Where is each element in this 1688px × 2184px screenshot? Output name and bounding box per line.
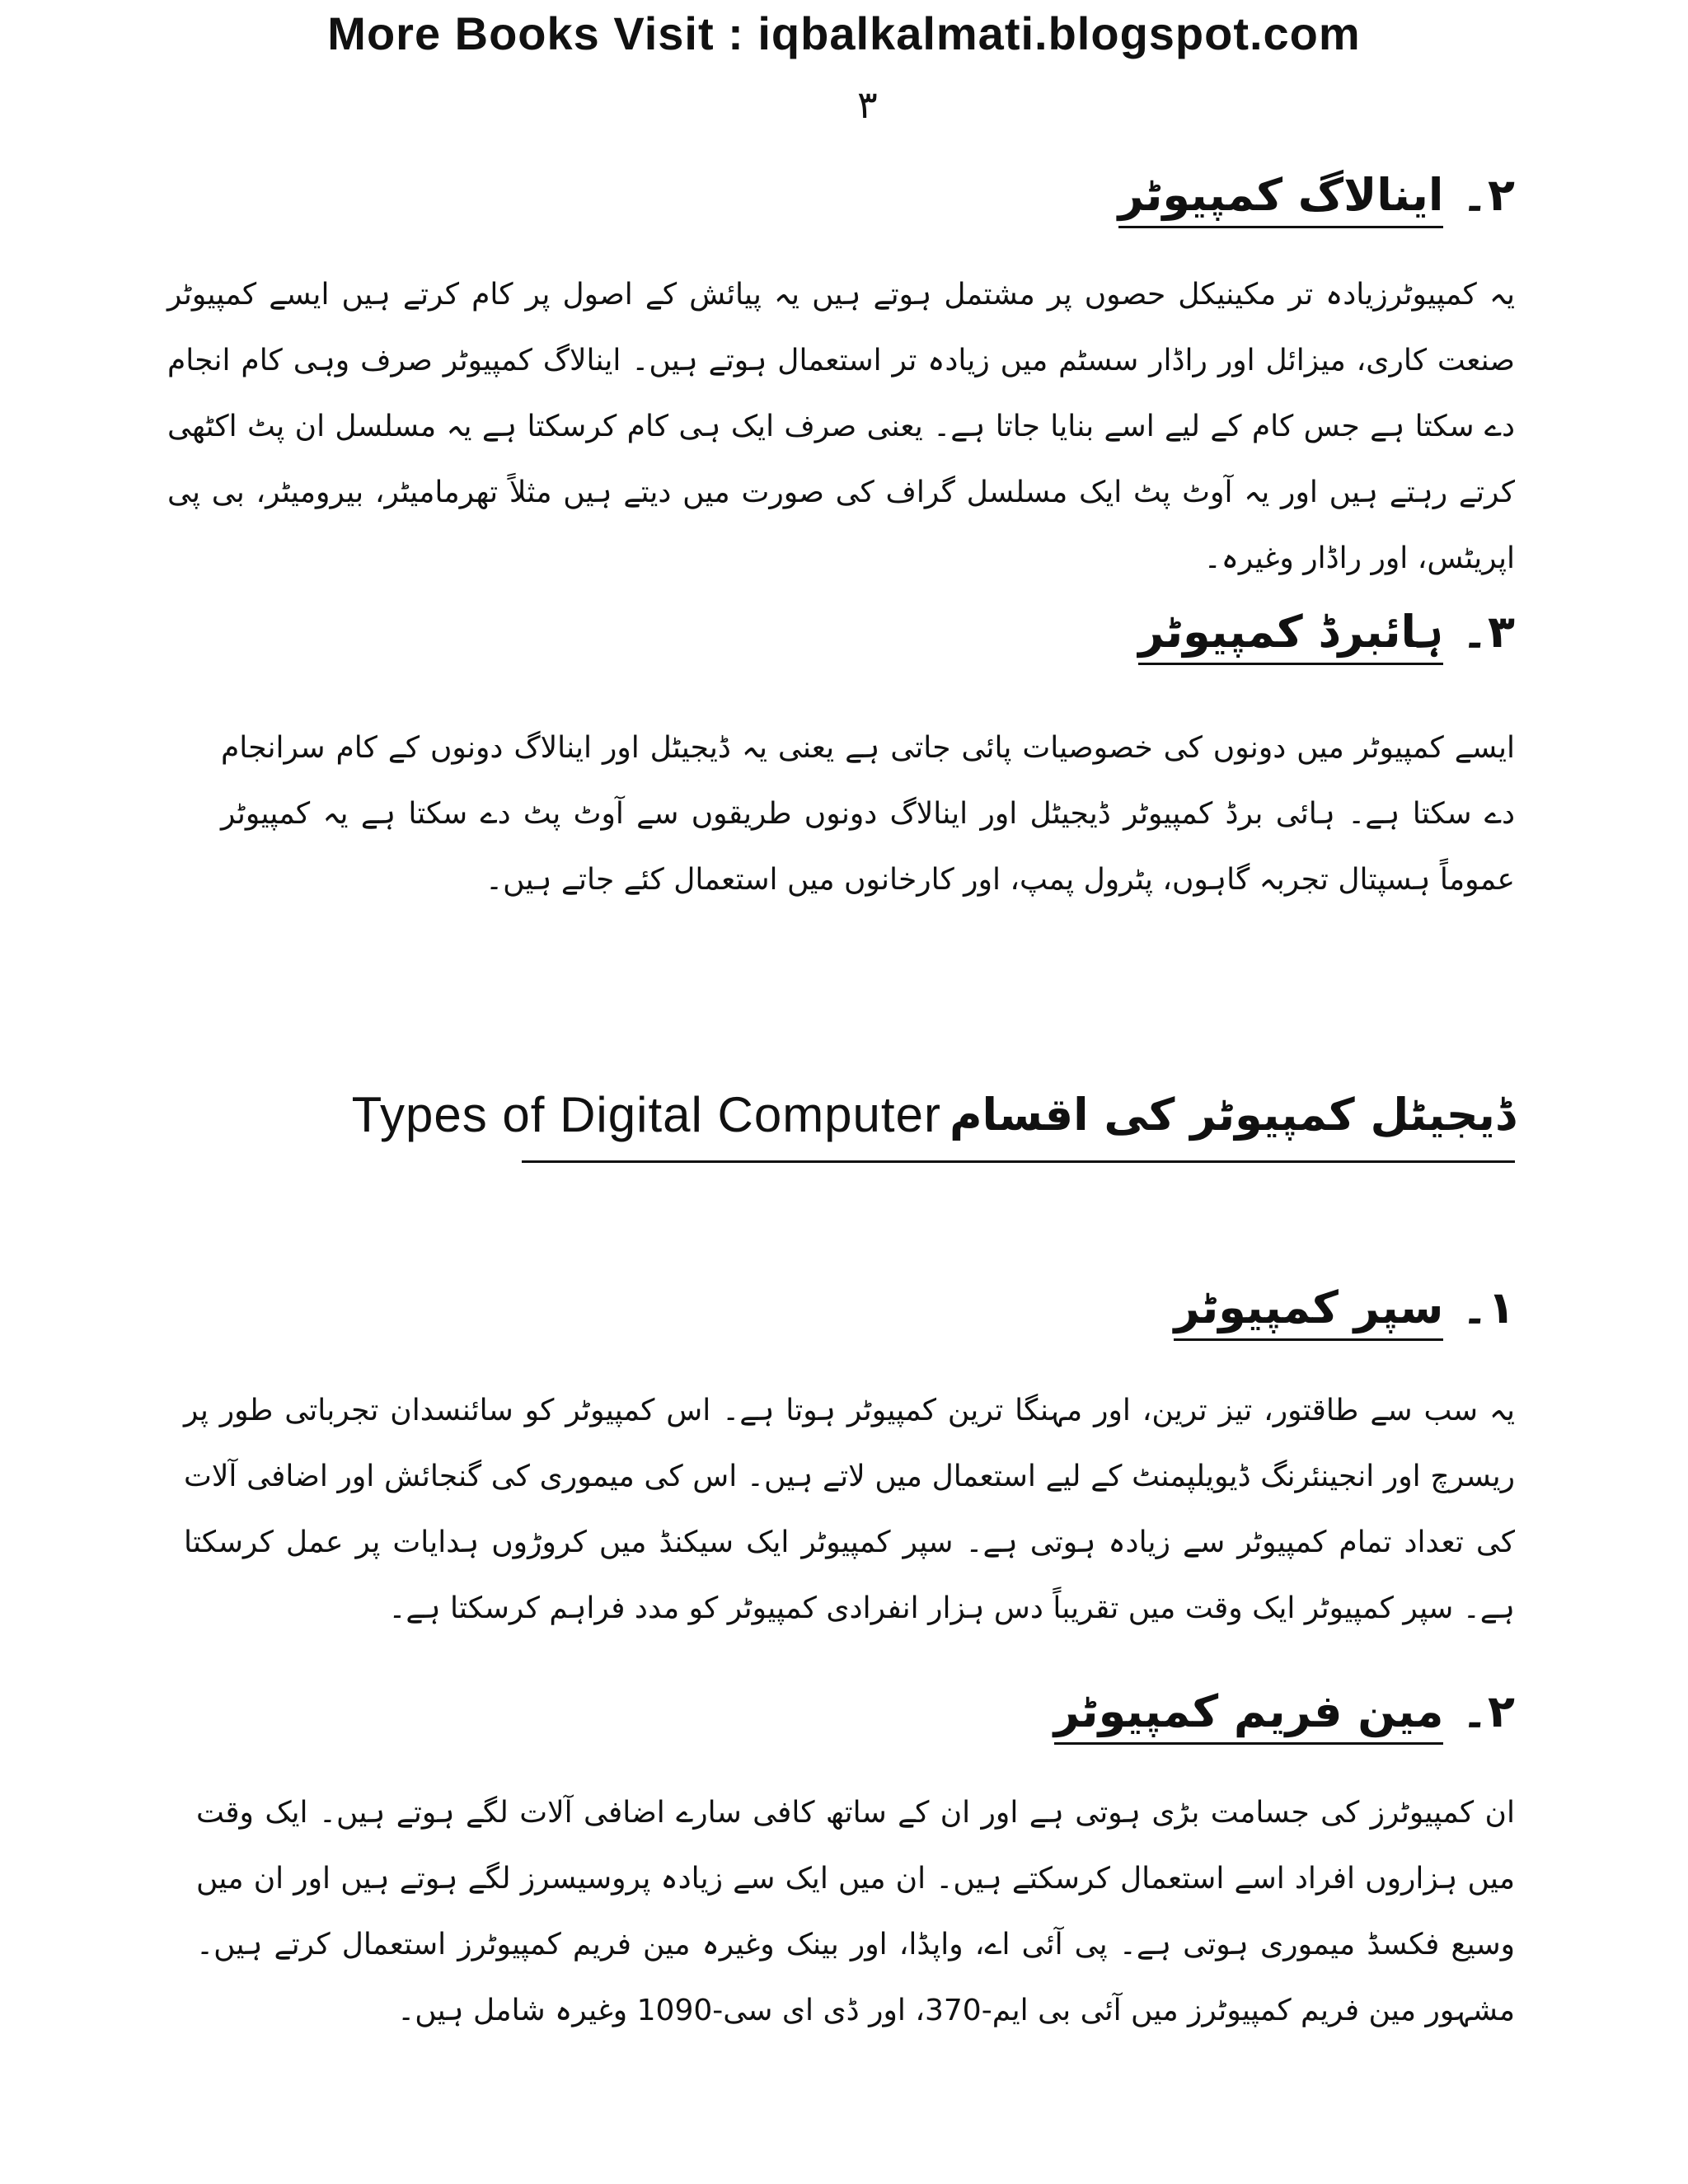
page-number: ۳ — [857, 82, 878, 127]
site-banner: More Books Visit : iqbalkalmati.blogspot.com — [327, 7, 1361, 59]
paragraph-hybrid-computer: ایسے کمپیوٹر میں دونوں کی خصوصیات پائی جاتی ہے یعنی یہ ڈیجیٹل اور اینالاگ دونوں کے کام سرانجام دے سکتا ہے۔ ہائی برڈ کمپیوٹر ڈیجیٹل اور اینالاگ دونوں طریقوں سے آوٹ پٹ دے سکتا ہے یہ کمپیوٹر عموماً ہسپتال تجربہ گاہوں، پٹرول پمپ، اور کارخانوں میں استعمال کئے جاتے ہیں۔ — [221, 731, 1515, 897]
heading-title: سپر کمپیوٹر — [1174, 1282, 1443, 1341]
heading-mainframe-computer — [1054, 1685, 1515, 1737]
paragraph-mainframe-computer: ان کمپیوٹرز کی جسامت بڑی ہوتی ہے اور ان کے ساتھ کافی سارے اضافی آلات لگے ہوتے ہیں۔ ایک وقت میں ہزاروں افراد اسے استعمال کرسکتے ہیں۔ ان میں ایک سے زیادہ پروسیسرز لگے ہوتے ہیں اور ان میں وسیع فکسڈ میموری ہوتی ہے۔ پی آئی اے، واپڈا، اور بینک وغیرہ مین فریم کمپیوٹرز استعمال کرتے ہیں۔ مشہور مین فریم کمپیوٹرز میں آئی بی ایم-370، اور ڈی ای سی-1090 وغیرہ شامل ہیں۔ — [196, 1796, 1515, 2027]
heading-super-computer — [1174, 1282, 1515, 1333]
section-title-urdu: ڈیجیٹل کمپیوٹر کی اقسام — [949, 1089, 1515, 1141]
heading-title: اینالاگ کمپیوٹر — [1118, 169, 1444, 228]
section-title-english: Types of Digital Computer — [351, 1087, 941, 1142]
paragraph-super-computer: یہ سب سے طاقتور، تیز ترین، اور مہنگا ترین کمپیوٹر ہوتا ہے۔ اس کمپیوٹر کو سائنسدان تجرباتی طور پر ریسرچ اور انجینئرنگ ڈیویلپمنٹ کے لیے استعمال میں لاتے ہیں۔ اس کی میموری کی گنجائش اور اضافی آلات کی تعداد تمام کمپیوٹر سے زیادہ ہوتی ہے۔ سپر کمپیوٹر ایک سیکنڈ میں کروڑوں ہدایات پر عمل کرسکتا ہے۔ سپر کمپیوٹر ایک وقت میں تقریباً دس ہزار انفرادی کمپیوٹر کو مدد فراہم کرسکتا ہے۔ — [184, 1394, 1515, 1625]
heading-number: ۳۔ — [1461, 606, 1515, 658]
heading-hybrid-computer — [1138, 606, 1515, 658]
heading-number: ۲۔ — [1461, 1685, 1515, 1737]
heading-number: ۲۔ — [1461, 169, 1515, 221]
heading-title: ہائبرڈ کمپیوٹر — [1138, 606, 1443, 665]
paragraph-analog-computer: یہ کمپیوٹرزیادہ تر مکینیکل حصوں پر مشتمل ہوتے ہیں یہ پیائش کے اصول پر کام کرتے ہیں ایسے کمپیوٹر صنعت کاری، میزائل اور راڈار سسٹم میں زیادہ تر استعمال ہوتے ہیں۔ اینالاگ کمپیوٹر صرف وہی کام انجام دے سکتا ہے جس کام کے لیے اسے بنایا جاتا ہے۔ یعنی صرف ایک ہی کام کرسکتا ہے یہ مسلسل ان پٹ اکٹھی کرتے رہتے ہیں اور یہ آوٹ پٹ ایک مسلسل گراف کی صورت میں دیتے ہیں مثلاً تھرمامیٹر، بیرومیٹر، بی پی اپریٹس، اور راڈار وغیرہ۔ — [167, 278, 1515, 575]
heading-title: مین فریم کمپیوٹر — [1054, 1685, 1444, 1745]
section-title-digital-types — [351, 1086, 1515, 1163]
heading-analog-computer — [1118, 169, 1515, 221]
heading-number: ۱۔ — [1461, 1282, 1515, 1333]
